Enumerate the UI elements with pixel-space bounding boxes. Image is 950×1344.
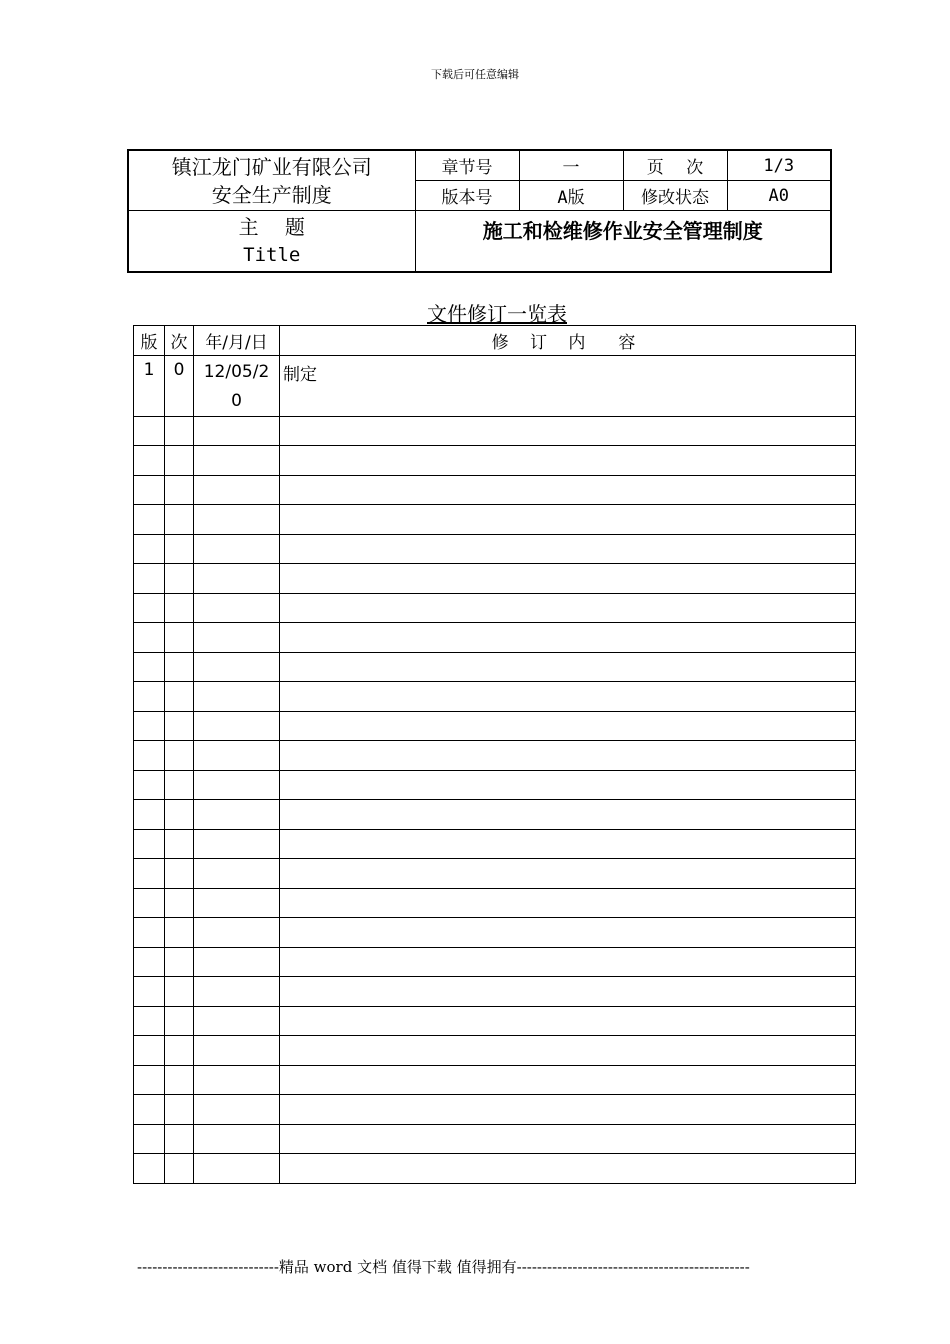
edition-cell [134, 475, 165, 505]
table-row [134, 918, 856, 948]
content-cell [280, 416, 856, 446]
content-cell [280, 1006, 856, 1036]
content-cell [280, 947, 856, 977]
table-row [134, 977, 856, 1007]
content-cell [280, 1065, 856, 1095]
table-row [134, 534, 856, 564]
content-cell [280, 446, 856, 476]
header-date: 年/月/日 [194, 326, 280, 356]
chapter-value: 一 [519, 150, 623, 181]
table-row [134, 1095, 856, 1125]
edition-cell [134, 446, 165, 476]
version-label: 版本号 [415, 181, 519, 211]
date-cell [194, 829, 280, 859]
content-cell [280, 800, 856, 830]
time-cell [165, 741, 194, 771]
edition-cell [134, 741, 165, 771]
content-cell [280, 593, 856, 623]
table-row [134, 829, 856, 859]
content-cell [280, 1124, 856, 1154]
edition-cell [134, 1124, 165, 1154]
time-cell [165, 1095, 194, 1125]
time-cell [165, 593, 194, 623]
date-cell [194, 859, 280, 889]
date-cell [194, 1036, 280, 1066]
table-row [134, 888, 856, 918]
content-cell [280, 770, 856, 800]
edition-cell [134, 1065, 165, 1095]
time-cell [165, 800, 194, 830]
regulation-category: 安全生产制度 [211, 182, 332, 207]
date-cell [194, 593, 280, 623]
company-name: 镇江龙门矿业有限公司 [171, 154, 372, 179]
table-row [134, 770, 856, 800]
date-cell [194, 416, 280, 446]
time-cell [165, 977, 194, 1007]
time-cell [165, 1006, 194, 1036]
edition-cell [134, 505, 165, 535]
edition-cell [134, 416, 165, 446]
revision-table [133, 325, 856, 1184]
revision-header-row [134, 326, 856, 356]
date-line-1: 12/05/2 [203, 361, 270, 382]
table-row [134, 741, 856, 771]
content-cell [280, 1154, 856, 1184]
top-note: 下载后可任意编辑 [431, 68, 519, 81]
date-cell [194, 505, 280, 535]
subject-label: 主 题 [238, 215, 305, 239]
date-cell [194, 564, 280, 594]
revision-table-title: 文件修订一览表 [427, 302, 567, 326]
edition-cell [134, 770, 165, 800]
date-cell [194, 977, 280, 1007]
content-cell [280, 888, 856, 918]
edition-cell [134, 1036, 165, 1066]
time-cell [165, 947, 194, 977]
header-time: 次 [165, 326, 194, 356]
content-cell [280, 711, 856, 741]
edition-cell [134, 682, 165, 712]
date-cell [194, 918, 280, 948]
page-label: 页 次 [623, 150, 727, 181]
content-cell [280, 682, 856, 712]
version-value: A版 [519, 181, 623, 211]
date-cell [194, 888, 280, 918]
edition-cell [134, 977, 165, 1007]
date-cell [194, 534, 280, 564]
table-row [134, 475, 856, 505]
time-cell [165, 1124, 194, 1154]
date-cell [194, 1154, 280, 1184]
table-row [134, 564, 856, 594]
time-cell [165, 711, 194, 741]
date-cell [194, 800, 280, 830]
time-cell [165, 505, 194, 535]
time-cell [165, 770, 194, 800]
revision-state-value: A0 [727, 181, 831, 211]
content-cell [280, 977, 856, 1007]
content-cell [280, 918, 856, 948]
edition-cell [134, 1154, 165, 1184]
edition-cell [134, 800, 165, 830]
date-cell [194, 623, 280, 653]
edition-cell [134, 564, 165, 594]
document-header-table [127, 149, 832, 273]
time-cell [165, 1036, 194, 1066]
content-cell [280, 652, 856, 682]
edition-cell [134, 1095, 165, 1125]
table-row [134, 416, 856, 446]
edition-cell [134, 829, 165, 859]
subject-cell [128, 211, 415, 273]
content-cell [280, 859, 856, 889]
content-cell [280, 623, 856, 653]
edition-cell [134, 623, 165, 653]
time-cell [165, 918, 194, 948]
edition-cell [134, 652, 165, 682]
content-cell: 制定 [280, 355, 856, 416]
content-cell [280, 829, 856, 859]
time-cell [165, 446, 194, 476]
table-row [134, 505, 856, 535]
table-row [134, 446, 856, 476]
edition-cell [134, 947, 165, 977]
date-cell [194, 947, 280, 977]
header-content: 修 订 内 容 [280, 326, 856, 356]
table-row [134, 1036, 856, 1066]
date-cell [194, 711, 280, 741]
date-line-2: 0 [231, 390, 242, 411]
content-cell [280, 564, 856, 594]
table-row [134, 1065, 856, 1095]
footer-note: ----------------------------精品 word 文档 值得下载 值得拥有---------------------------------------------- [137, 1258, 750, 1276]
edition-cell [134, 859, 165, 889]
date-cell [194, 355, 280, 416]
table-row [134, 652, 856, 682]
page-value: 1/3 [727, 150, 831, 181]
chapter-label: 章节号 [415, 150, 519, 181]
content-cell [280, 475, 856, 505]
date-cell [194, 652, 280, 682]
table-row [134, 623, 856, 653]
date-cell [194, 770, 280, 800]
time-cell [165, 1154, 194, 1184]
time-cell: 0 [165, 355, 194, 416]
edition-cell: 1 [134, 355, 165, 416]
date-cell [194, 1006, 280, 1036]
time-cell [165, 1065, 194, 1095]
content-cell [280, 505, 856, 535]
edition-cell [134, 888, 165, 918]
time-cell [165, 564, 194, 594]
header-edition: 版 [134, 326, 165, 356]
content-cell [280, 741, 856, 771]
edition-cell [134, 593, 165, 623]
content-cell [280, 1036, 856, 1066]
time-cell [165, 829, 194, 859]
table-row [134, 1154, 856, 1184]
table-row [134, 1124, 856, 1154]
time-cell [165, 475, 194, 505]
edition-cell [134, 1006, 165, 1036]
document-title: 施工和检维修作业安全管理制度 [415, 211, 831, 273]
time-cell [165, 888, 194, 918]
edition-cell [134, 918, 165, 948]
table-row [134, 859, 856, 889]
table-row [134, 800, 856, 830]
time-cell [165, 416, 194, 446]
date-cell [194, 1065, 280, 1095]
company-cell [128, 150, 415, 211]
date-cell [194, 475, 280, 505]
time-cell [165, 859, 194, 889]
date-cell [194, 682, 280, 712]
table-row [134, 682, 856, 712]
revision-state-label: 修改状态 [623, 181, 727, 211]
content-cell [280, 1095, 856, 1125]
time-cell [165, 652, 194, 682]
table-row [134, 355, 856, 416]
content-cell [280, 534, 856, 564]
date-cell [194, 1124, 280, 1154]
edition-cell [134, 534, 165, 564]
date-cell [194, 1095, 280, 1125]
table-row [134, 593, 856, 623]
time-cell [165, 682, 194, 712]
date-cell [194, 741, 280, 771]
edition-cell [134, 711, 165, 741]
table-row [134, 1006, 856, 1036]
table-row [134, 947, 856, 977]
subject-label-en: Title [243, 244, 301, 266]
date-cell [194, 446, 280, 476]
time-cell [165, 623, 194, 653]
table-row [134, 711, 856, 741]
time-cell [165, 534, 194, 564]
